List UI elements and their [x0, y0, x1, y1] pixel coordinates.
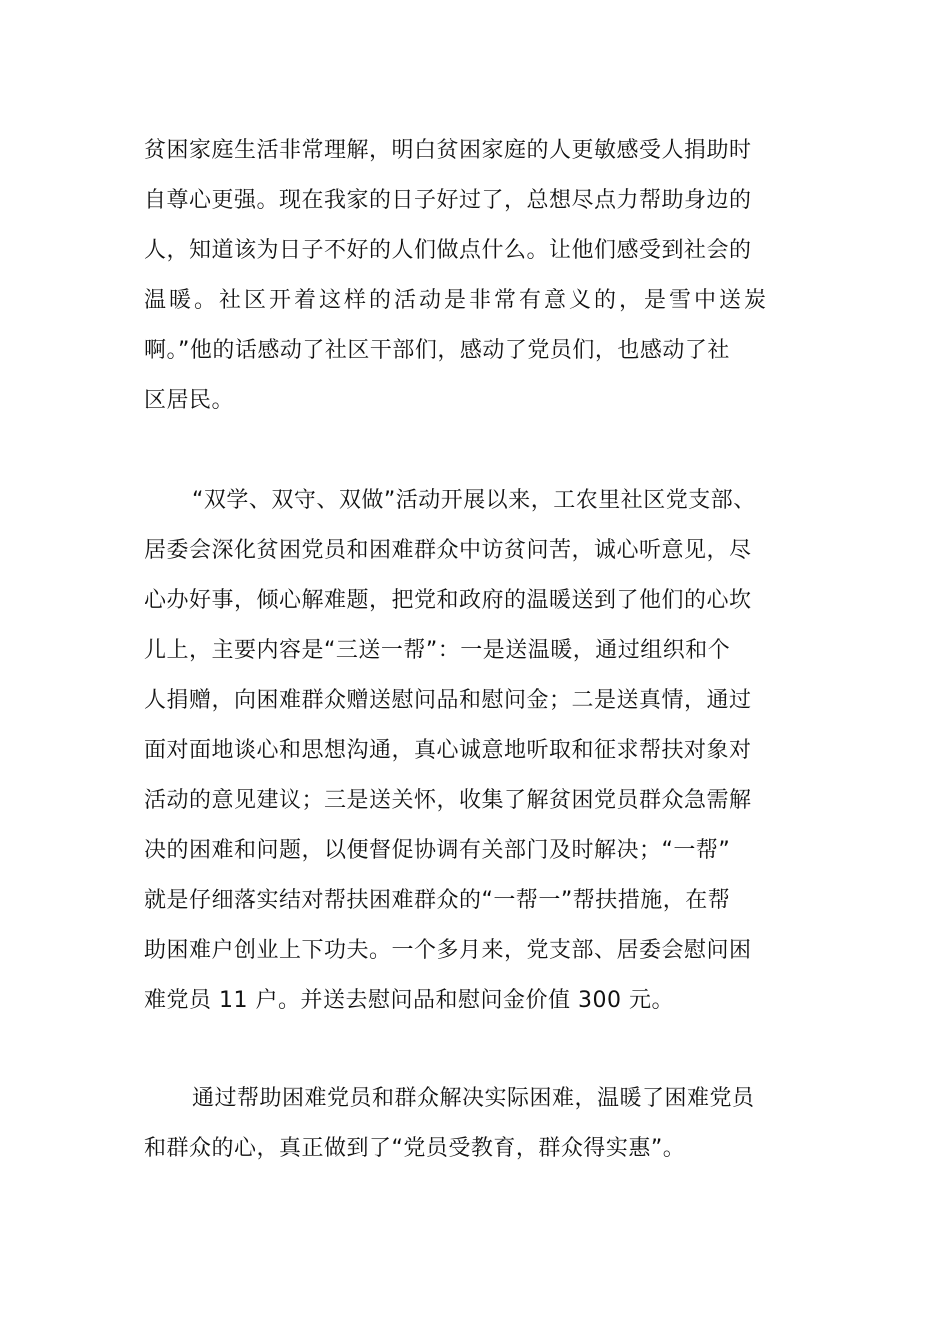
paragraph-2-line-2: 居委会深化贫困党员和困难群众中访贫问苦，诚心听意见，尽 [144, 538, 752, 563]
paragraph-2-line-6: 面对面地谈心和思想沟通，真心诚意地听取和征求帮扶对象对 [144, 738, 752, 763]
paragraph-2-line-5: 人捐赠，向困难群众赠送慰问品和慰问金；二是送真情，通过 [144, 688, 752, 713]
paragraph-1-line-5: 啊。”他的话感动了社区干部们，感动了党员们，也感动了社 [144, 338, 730, 363]
paragraph-1-line-4: 温暖。社区开着这样的活动是非常有意义的，是雪中送炭 [144, 288, 770, 313]
paragraph-2-line-9: 就是仔细落实结对帮扶困难群众的“一帮一”帮扶措施，在帮 [144, 888, 731, 913]
paragraph-1-line-2: 自尊心更强。现在我家的日子好过了，总想尽点力帮助身边的 [144, 188, 752, 213]
paragraph-1-line-6: 区居民。 [144, 388, 235, 413]
paragraph-1-line-3: 人，知道该为日子不好的人们做点什么。让他们感受到社会的 [144, 238, 752, 263]
paragraph-2-line-3: 心办好事，倾心解难题，把党和政府的温暖送到了他们的心坎 [144, 588, 752, 613]
paragraph-3-line-2: 和群众的心，真正做到了“党员受教育，群众得实惠”。 [144, 1136, 686, 1161]
paragraph-2-line-1: “双学、双守、双做”活动开展以来，工农里社区党支部、 [192, 488, 756, 513]
paragraph-2-line-8: 决的困难和问题，以便督促协调有关部门及时解决；“一帮” [144, 838, 731, 863]
paragraph-1-line-1: 贫困家庭生活非常理解，明白贫困家庭的人更敏感受人捐助时 [144, 138, 752, 163]
paragraph-2-line-7: 活动的意见建议；三是送关怀，收集了解贫困党员群众急需解 [144, 788, 752, 813]
paragraph-3-line-1: 通过帮助困难党员和群众解决实际困难，温暖了困难党员 [192, 1086, 755, 1111]
paragraph-2-line-10: 助困难户创业上下功夫。一个多月来，党支部、居委会慰问困 [144, 938, 752, 963]
paragraph-2-line-11: 难党员 11 户。并送去慰问品和慰问金价值 300 元。 [144, 988, 674, 1013]
paragraph-2-line-4: 儿上，主要内容是“三送一帮”：一是送温暖，通过组织和个 [144, 638, 731, 663]
